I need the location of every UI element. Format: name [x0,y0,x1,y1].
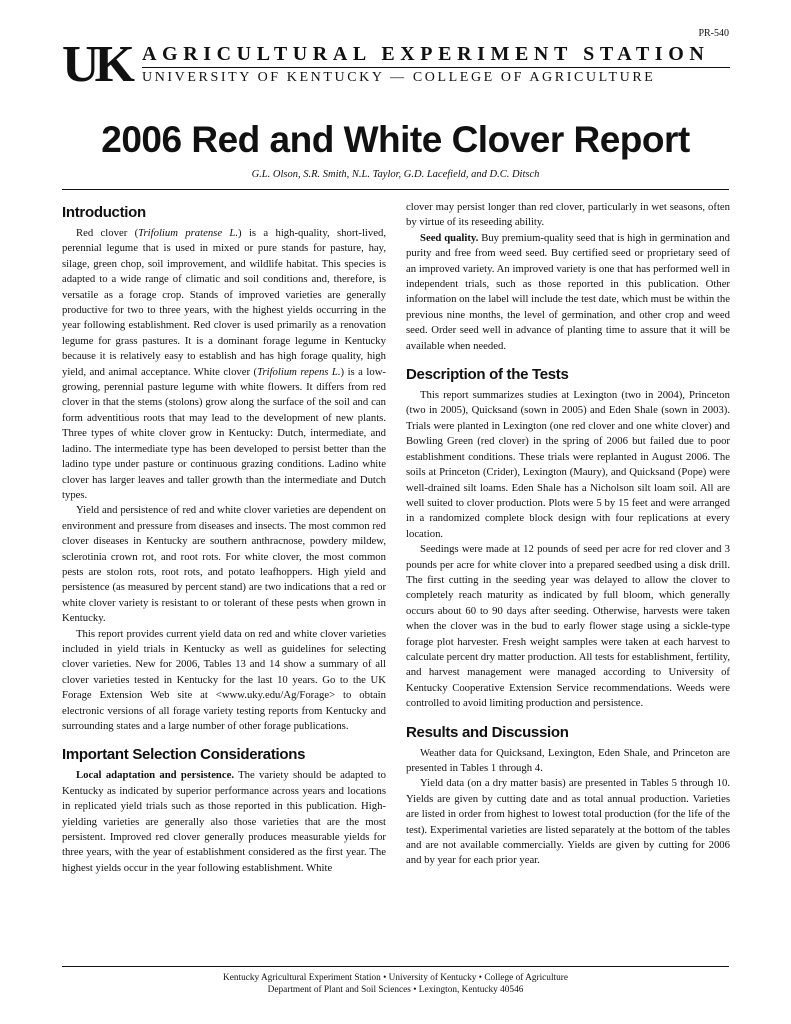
results-heading: Results and Discussion [406,723,569,741]
report-title: 2006 Red and White Clover Report [101,119,690,160]
footer-rule [62,966,729,967]
authors-line: G.L. Olson, S.R. Smith, N.L. Taylor, G.D. Lacefield, and D.C. Ditsch [251,169,540,180]
intro-paragraph-2: Yield and persistence of red and white clover varieties are dependent on environment and pressure from diseases and insects. The most common red clover diseases in Kentucky are southern anthracnose, powdery mildew, sclerotinia crown rot, and root rots. For white clover, the most common pests are stolon rots, root rots, and potato leafhoppers. High yield and persistence (as measured by percent stand) are two indications that a red or white clover variety is resistant to or tolerant of these pests when grown in Kentucky. [62,504,386,625]
intro-paragraph-3: This report provides current yield data on red and white clover varieties included in yield trials in Kentucky as well as guidelines for selecting clover varieties. New for 2006, Tables 13 and 14 show a summary of all clover varieties tested in Kentucky for the last 10 years. Go to the UK Forage Extension Web site at <www.uky.edu/Ag/Forage> to obtain electronic versions of all forage variety testing reports from Kentucky and surrounding states and a large number of other forage publications. [62,627,386,732]
uk-logo [62,36,138,93]
title-rule [62,189,729,190]
tests-heading: Description of the Tests [406,366,569,384]
tests-paragraph-1: This report summarizes studies at Lexington (two in 2004), Princeton (two in 2005), Quicksand (sown in 2005) and Eden Shale (sown in 2003). Trials were planted in Lexington (one red clover and one white clover) and Bowling Green (red clover) in the spring of 2006 but failed due to poor establishment conditions. These trials were replanted in August 2006. The soils at Princeton (Crider), Lexington (Maury), and Quicksand (Pope) were well-drained silt loams. Eden Shale has a Nicholson silt loam soil. All are well suited to clover production. Plots were 5 by 15 feet and were arranged in a randomized complete block design with four replications at every location. [406,389,730,540]
selection-heading: Important Selection Considerations [62,746,306,764]
introduction-heading: Introduction [62,204,146,221]
footer [0,972,791,996]
publication-code: PR-540 [698,28,729,39]
tests-paragraph-2: Seedings were made at 12 pounds of seed per acre for red clover and 3 pounds per acre for white clover into a prepared seedbed using a disk drill. The first cutting in the seeding year was delayed to allow the clover to completely reach maturity as indicated by full bloom, which generally occurs about 60 to 90 days after seeding. Otherwise, harvests were taken when the clover was in the bud to early flower stage using a sickle-type forage plot harvester. Fresh weight samples were taken at each harvest to calculate percent dry matter production. All tests for establishment, fertility, and harvest management were managed according to University of Kentucky Cooperative Extension Service recommendations. Weeds were controlled to avoid limiting production and persistence. [406,543,730,710]
footer-line-2: Department of Plant and Soil Sciences • Lexington, Kentucky 40546 [267,985,524,995]
right-column [406,200,730,869]
header-rule [142,67,730,68]
selection-paragraph-1-continued: clover may persist longer than red clover, particularly in wet seasons, often by virtue of its reseeding ability. [406,201,730,229]
selection-paragraph-1: Local adaptation and persistence. The variety should be adapted to Kentucky as indicated by superior performance across years and locations in replicated yield trials such as those reported in this publication. High-yielding varieties are generally also those varieties that are the most persistent. Improved red clover generally produces measurable yields for three years, with the year of establishment considered as the first year. The highest yields occur in the year following establishment. White [62,769,386,874]
left-column [62,200,386,876]
uk-logo-text: UK [62,36,130,93]
results-paragraph-1: Weather data for Quicksand, Lexington, Eden Shale, and Princeton are presented in Tables 1 through 4. [406,746,730,774]
intro-paragraph-1: Red clover (Trifolium pratense L.) is a high-quality, short-lived, perennial legume that is used in mixed or pure stands for pasture, hay, silage, green chop, soil improvement, and wildlife habitat. This species is adapted to a wide range of climatic and soil conditions and, therefore, is versatile as a forage crop. Stands of improved varieties are generally productive for two to three years, with the highest yields occurring in the year following establishment. Red clover is used primarily as a renovation legume for grass pastures. It is a dominant forage legume in Kentucky because it is relatively easy to establish and has high forage quality, high yield, and animal acceptance. White clover (Trifolium repens L.) is a low-growing, perennial pasture legume with white flowers. It differs from red clover in that the stems (stolons) grow along the surface of the soil and can form adventitious roots that may lead to the development of new plants. Three types of white clover grow in Kentucky: Dutch, intermediate, and ladino. The intermediate type has been developed to persist better than the ladino type under pasture or continuous grazing conditions. Ladino white clover has larger leaves and taller growth than the intermediate and Dutch types. [62,227,387,501]
university-name: UNIVERSITY OF KENTUCKY — COLLEGE OF AGRICULTURE [142,70,656,85]
results-paragraph-2: Yield data (on a dry matter basis) are presented in Tables 5 through 10. Yields are given by cutting date and as total annual production. Varieties are listed in order from highest to lowest total production (for the life of the test). Experimental varieties are listed separately at the bottom of the tables and are not available commercially. Yields are given by cutting for 2006 and by year for each prior year. [406,777,730,867]
footer-line-1: Kentucky Agricultural Experiment Station • University of Kentucky • College of Agriculture [223,973,568,983]
station-name: AGRICULTURAL EXPERIMENT STATION [142,43,710,65]
seed-quality-paragraph: Seed quality. Buy premium-quality seed that is high in germination and purity and free from weed seed. Buy certified seed or proprietary seed of an improved variety. An improved variety is one that has performed well in independent trials, such as those reported in this publication. Other information on the label will include the test date, which must be within the previous nine months, the level of germination, and other crop and weed seed. Order seed well in advance of planting time to assure that it will be available when needed. [406,231,730,352]
